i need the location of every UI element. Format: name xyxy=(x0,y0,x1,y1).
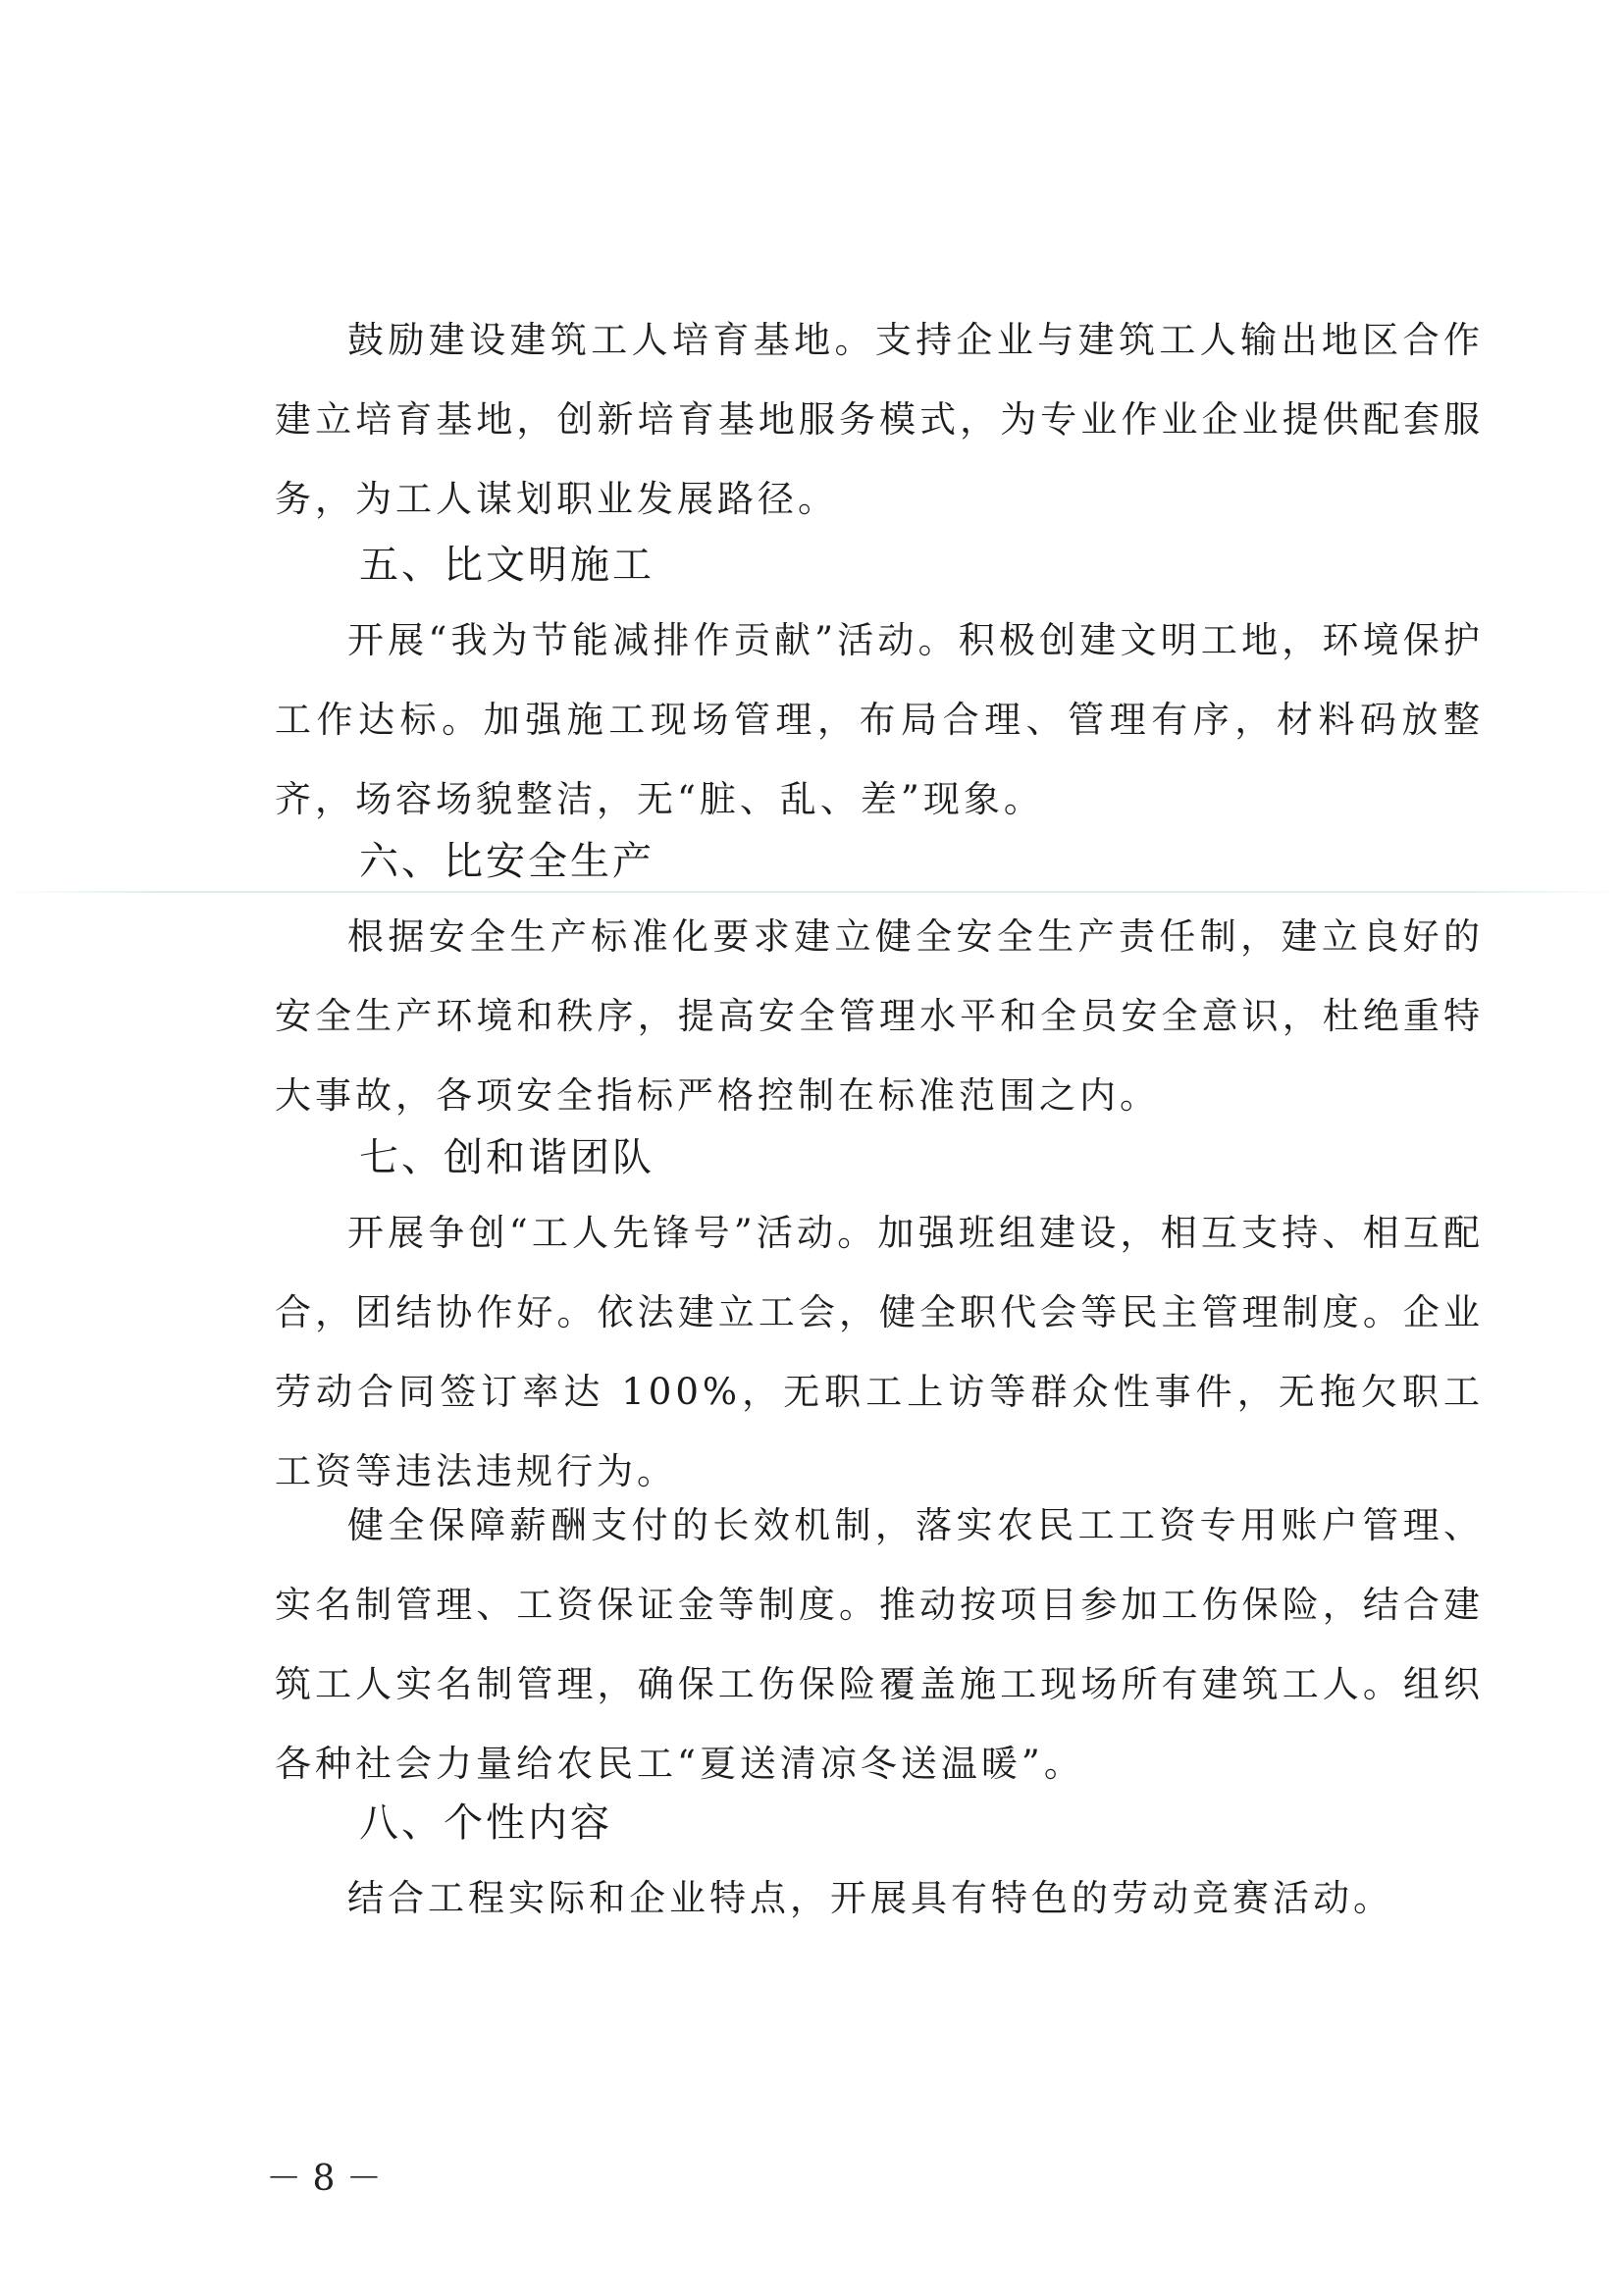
page-number: － 8 － xyxy=(266,2159,382,2199)
heading-personalized-content: 八、个性内容 xyxy=(359,1800,612,1846)
paragraph-harmonious-team: 开展争创“工人先锋号”活动。加强班组建设，相互支持、相互配合，团结协作好。依法建立工会，健全职代会等民主管理制度。企业劳动合同签订率达 100%，无职工上访等群众性事件，无拖欠职工工资等违法违规行为。 xyxy=(275,1212,1484,1492)
paragraph-wage-payment: 健全保障薪酬支付的长效机制，落实农民工工资专用账户管理、实名制管理、工资保证金等制度。推动按项目参加工伤保险，结合建筑工人实名制管理，确保工伤保险覆盖施工现场所有建筑工人。组织各种社会力量给农民工“夏送清凉冬送温暖”。 xyxy=(275,1504,1484,1785)
paragraph-training-base: 鼓励建设建筑工人培育基地。支持企业与建筑工人输出地区合作建立培育基地，创新培育基地服务模式，为专业作业企业提供配套服务，为工人谋划职业发展路径。 xyxy=(275,319,1484,520)
heading-safe-production: 六、比安全生产 xyxy=(359,839,654,884)
heading-civilized-construction: 五、比文明施工 xyxy=(359,543,654,588)
paragraph-personalized-content: 结合工程实际和企业特点，开展具有特色的劳动竞赛活动。 xyxy=(347,1877,1393,1919)
scan-artifact-line xyxy=(0,891,1623,893)
paragraph-safe-production: 根据安全生产标准化要求建立健全安全生产责任制，建立良好的安全生产环境和秩序，提高安全管理水平和全员安全意识，杜绝重特大事故，各项安全指标严格控制在标准范围之内。 xyxy=(275,915,1484,1117)
paragraph-civilized-construction: 开展“我为节能减排作贡献”活动。积极创建文明工地，环境保护工作达标。加强施工现场管理，布局合理、管理有序，材料码放整齐，场容场貌整洁，无“脏、乱、差”现象。 xyxy=(275,619,1484,820)
heading-harmonious-team: 七、创和谐团队 xyxy=(359,1135,654,1180)
